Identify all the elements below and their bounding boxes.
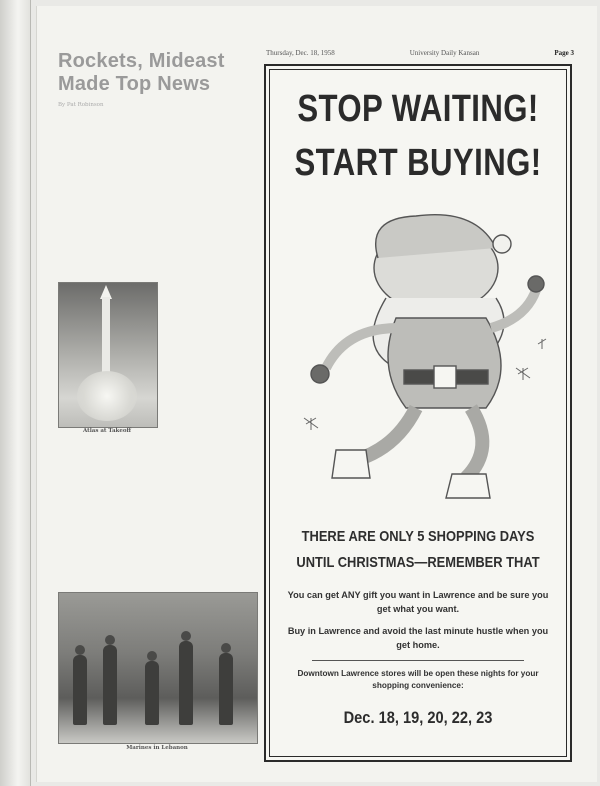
christmas-shopping-ad xyxy=(264,64,572,762)
rocket-photo xyxy=(58,282,158,428)
article-headline xyxy=(58,50,256,96)
soldier-figure xyxy=(103,645,117,725)
soldier-figure xyxy=(145,661,159,725)
headline-line-1: Rockets, Mideast xyxy=(58,50,225,72)
ad-title-stop-waiting: STOP WAITING! xyxy=(297,88,539,130)
soldier-figure xyxy=(219,653,233,725)
soldier-figure xyxy=(179,641,193,725)
rocket-smoke xyxy=(77,371,137,421)
article-column xyxy=(56,46,256,766)
page-header xyxy=(266,46,574,60)
ad-shopping-dates: Dec. 18, 19, 20, 22, 23 xyxy=(343,708,493,727)
rocket-body xyxy=(102,297,110,377)
rocket-caption: Atlas at Takeoff xyxy=(82,428,132,434)
headline-line-2: Made Top News xyxy=(58,73,211,95)
header-page-number: Page 3 xyxy=(554,49,574,57)
marines-caption: Marines in Lebanon xyxy=(126,745,188,751)
shopping-days-line: THERE ARE ONLY 5 SHOPPING DAYS xyxy=(301,528,535,545)
santa-illustration xyxy=(286,198,554,508)
article-byline: By Pat Robinson xyxy=(58,102,104,108)
ad-body-gift: You can get ANY gift you want in Lawrence and be sure you get what you want. xyxy=(287,590,549,614)
ad-title-start-buying: START BUYING! xyxy=(294,142,542,184)
header-date: Thursday, Dec. 18, 1958 xyxy=(266,49,335,57)
soldier-figure xyxy=(73,655,87,725)
header-paper: University Daily Kansan xyxy=(409,49,480,57)
ad-body-buy-lawrence: Buy in Lawrence and avoid the last minute hustle when you get home. xyxy=(287,626,549,650)
ad-body-store-hours: Downtown Lawrence stores will be open these nights for your shopping convenience: xyxy=(297,669,539,690)
marines-photo xyxy=(58,592,258,744)
until-christmas-line: UNTIL CHRISTMAS—REMEMBER THAT xyxy=(296,554,540,571)
ad-divider xyxy=(312,660,524,661)
page-gutter xyxy=(0,0,31,786)
